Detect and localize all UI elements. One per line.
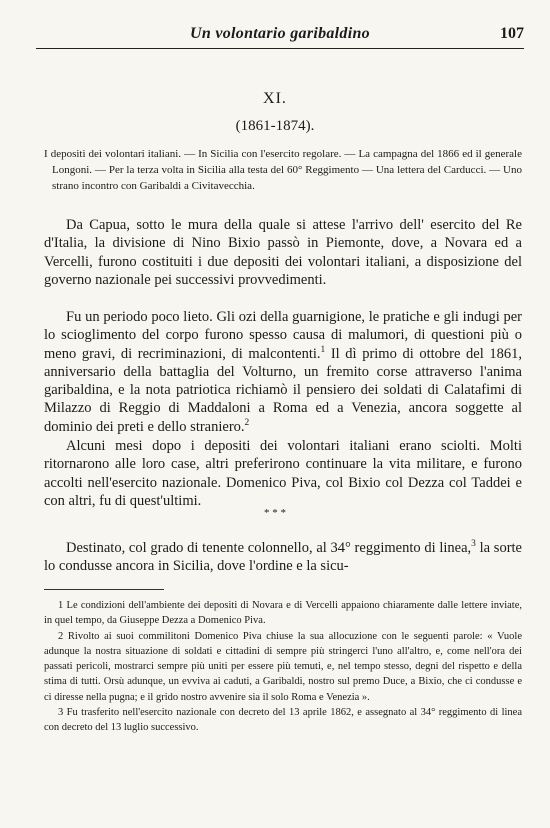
section-break-asterisks: * * *: [264, 507, 286, 519]
paragraph-1: [44, 216, 522, 289]
footnote-ref-2: 2: [244, 417, 250, 428]
paragraph-2-part-a: Fu un periodo poco lieto. Gli ozi della guarnigione, le pratiche e gli indugi per lo scioglimento del corpo furono spesso causa di malumori, di questioni più o meno gravi, di recriminazioni, di malcontenti.: [44, 309, 522, 362]
paragraph-2: [44, 308, 522, 436]
page-number: 107: [500, 25, 524, 42]
paragraph-4-text: [44, 539, 522, 576]
footnote-separator: [44, 589, 164, 590]
chapter-years: (1861-1874).: [235, 118, 315, 134]
paragraph-3-text: Alcuni mesi dopo i depositi dei volontari italiani erano sciolti. Molti ritornarono alle loro case, altri preferirono continuare la vita militare, e furono accolti nell'esercito nazionale. Domenico Piva, col Bixio col Dezza col Taddei e con altri, fu di quest'ultimi.: [44, 438, 522, 509]
chapter-summary: I depositi dei volontari italiani. — In Sicilia con l'esercito regolare. — La campagna del 1866 ed il generale Longoni. — Per la terza volta in Sicilia alla testa del 60° Reggimento — Una lettera del Carducci. — Uno strano incontro con Garibaldi a Civitavecchia.: [44, 148, 522, 192]
page-header: [36, 24, 524, 49]
footnote-2: 2 Rivolto ai suoi commilitoni Domenico Piva chiuse la sua allocuzione con le seguenti parole: « Vuole adunque la nostra situazione di soldati e cittadini di sempre più stringerci l'uno all'altro, e, come nell'ora dei passati pericoli, mostrarci sempre più uniti per essere più temuti, e, nel tempo stesso, degni del rispetto e della stima di tutti. Orsù adunque, un evviva ai caduti, a Garibaldi, nostro sul premo Duce, a Bixio, che ci condusse e ci diresse nella pugna; e il grido nostro avvenire sia il solo Roma e Venezia ».: [44, 630, 522, 703]
paragraph-4-part-b: la sorte lo condusse ancora in Sicilia, dove l'ordine e la sicu-: [44, 540, 522, 575]
running-title: Un volontario garibaldino: [190, 25, 370, 42]
paragraph-4-part-a: Destinato, col grado di tenente colonnello, al 34° reggimento di linea,: [66, 540, 472, 556]
footnote-ref-3: 3: [471, 539, 476, 550]
paragraph-4: [44, 539, 522, 576]
chapter-number: XI.: [263, 90, 287, 107]
paragraph-3: [44, 437, 522, 510]
footnotes: [44, 598, 522, 736]
paragraph-1-text: Da Capua, sotto le mura della quale si attese l'arrivo dell' esercito del Re d'Italia, la divisione di Nino Bixio passò in Piemonte, dove, a Novara ed a Vercelli, furono costituiti i due depositi dei volontari italiani, a disposizione del governo nazionale pei successivi provvedimenti.: [44, 217, 522, 288]
footnote-ref-1: 1: [320, 344, 326, 355]
paragraph-2-part-b: Il dì primo di ottobre del 1861, anniversario della battaglia del Volturno, un fremito corse attraverso l'anima garibaldina, e la nota patriotica richiamò il pensiero dei soldati di Calatafimi di Milazzo di Reggio di Maddaloni a Roma ed a Venezia, ancora soggette al dominio dei preti e dello straniero.: [44, 345, 522, 435]
footnote-1: 1 Le condizioni dell'ambiente dei depositi di Novara e di Vercelli appaiono chiaramente dalle lettere inviate, in quel tempo, da Giuseppe Dezza a Domenico Piva.: [44, 600, 522, 627]
footnote-3: 3 Fu trasferito nell'esercito nazionale con decreto del 13 aprile 1862, e assegnato al 34° reggimento di linea con decreto del 13 luglio successivo.: [44, 707, 522, 734]
paragraph-2-text: [44, 308, 522, 436]
